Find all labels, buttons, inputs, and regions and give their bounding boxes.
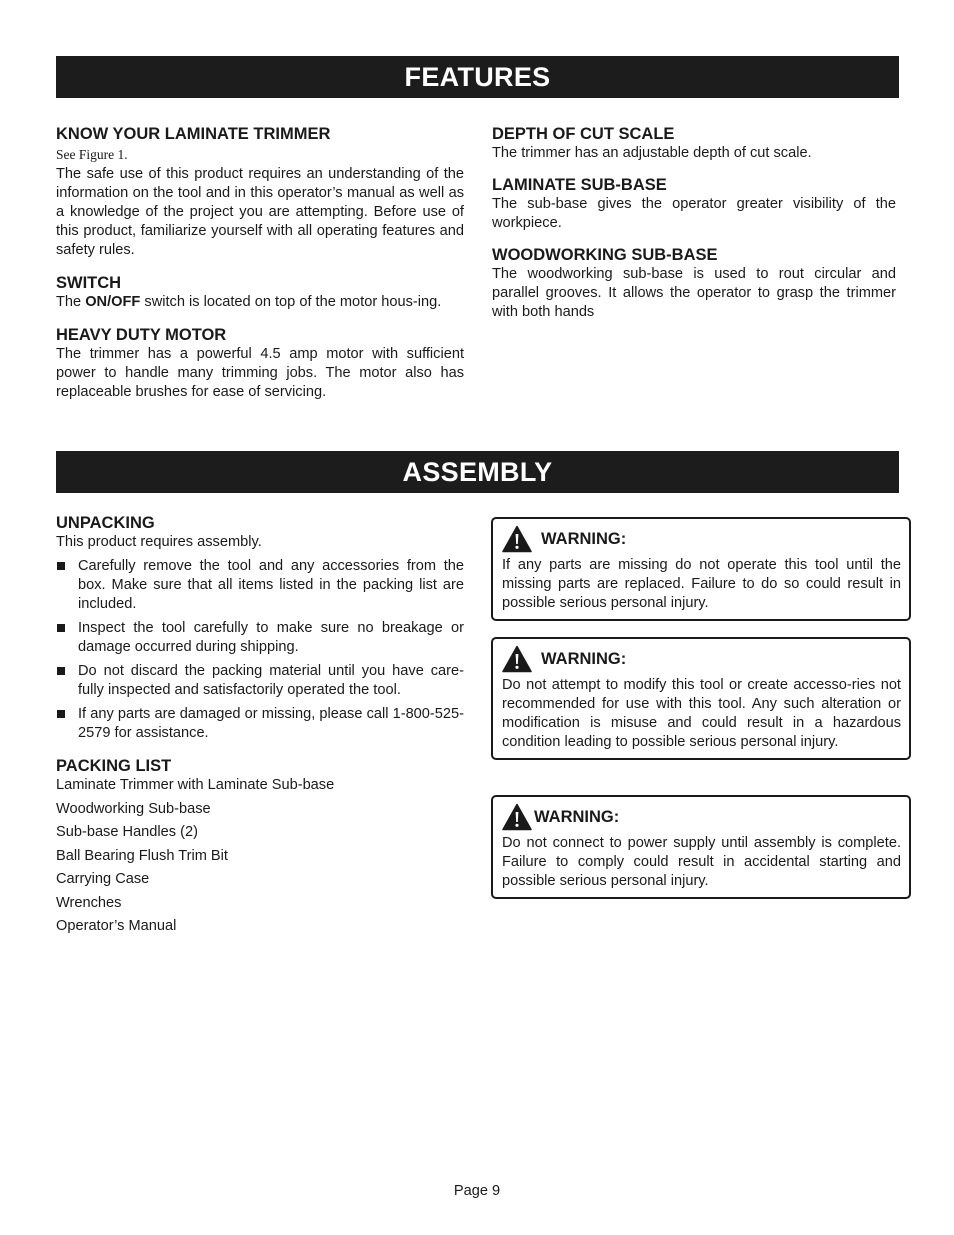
laminate-sub-base-body: The sub-base gives the operator greater visibility of the workpiece. <box>492 196 896 231</box>
page-number: Page 9 <box>453 1183 501 1199</box>
depth-body: The trimmer has an adjustable depth of cut scale. <box>492 145 812 161</box>
motor-body: The trimmer has a powerful 4.5 amp motor with sufficient power to handle many trimming jobs. The motor also has replaceable brushes for ease of servicing. <box>56 346 464 400</box>
bullet-text: If any parts are damaged or missing, please call 1-800-525-2579 for assistance. <box>78 706 464 741</box>
assembly-banner <box>56 451 899 493</box>
warning-header <box>502 525 901 553</box>
warning-title: WARNING: <box>534 807 620 826</box>
square-bullet-icon <box>57 667 65 675</box>
warning-title: WARNING: <box>541 649 627 668</box>
list-item <box>56 705 464 743</box>
warning-body: If any parts are missing do not operate this tool until the missing parts are replaced. Failure to do so could result in possible serious personal injury. <box>502 557 901 611</box>
square-bullet-icon <box>57 710 65 718</box>
features-right-column <box>492 124 896 322</box>
list-item: Operator’s Manual <box>56 918 177 934</box>
features-left-column <box>56 124 464 402</box>
motor-heading: HEAVY DUTY MOTOR <box>56 326 227 344</box>
know-trimmer-body: The safe use of this product requires an understanding of the information on the tool and in this operator’s manual as well as a knowledge of the project you are attempting. Before use of this product, familiarize yourself with all operating features and safety rules. <box>56 166 464 258</box>
warning-triangle-icon <box>502 803 532 831</box>
bullet-text: Inspect the tool carefully to make sure no breakage or damage occurred during shipping. <box>78 620 464 655</box>
warning-title: WARNING: <box>541 529 627 548</box>
list-item: Wrenches <box>56 894 122 911</box>
switch-body-pre: The <box>56 294 86 310</box>
features-banner <box>56 56 899 98</box>
packing-list <box>56 776 464 936</box>
switch-body <box>56 293 464 312</box>
warning-box-missing-parts <box>491 517 911 621</box>
list-item: Sub-base Handles (2) <box>56 824 198 840</box>
laminate-sub-base-heading: LAMINATE SUB-BASE <box>492 176 667 194</box>
list-item: Woodworking Sub-base <box>56 800 211 817</box>
list-item <box>56 557 464 614</box>
woodworking-sub-base-heading: WOODWORKING SUB-BASE <box>492 246 718 264</box>
bullet-text: Do not discard the packing material until you have care-fully inspected and satisfactorily operated the tool. <box>78 663 464 698</box>
assembly-left-column <box>56 513 464 941</box>
switch-body-bold: ON/OFF <box>85 294 141 310</box>
features-title: FEATURES <box>404 61 551 92</box>
list-item: Carrying Case <box>56 871 150 887</box>
warning-body: Do not connect to power supply until assembly is complete. Failure to comply could result in accidental starting and possible serious personal injury. <box>502 835 901 889</box>
see-figure-note: See Figure 1. <box>56 147 128 162</box>
warning-triangle-icon <box>502 525 532 553</box>
list-item <box>56 619 464 657</box>
switch-heading: SWITCH <box>56 274 122 292</box>
square-bullet-icon <box>57 624 65 632</box>
list-item: Ball Bearing Flush Trim Bit <box>56 847 228 864</box>
warning-body: Do not attempt to modify this tool or create accesso-ries not recommended for use with this tool. Any such alteration or modification is misuse and could result in a hazardous condition leading to possible serious personal injury. <box>502 677 901 750</box>
unpacking-list <box>56 557 464 743</box>
list-item <box>56 662 464 700</box>
bullet-text: Carefully remove the tool and any accessories from the box. Make sure that all items listed in the packing list are included. <box>78 558 464 612</box>
know-trimmer-heading: KNOW YOUR LAMINATE TRIMMER <box>56 125 331 143</box>
warning-header <box>502 645 901 673</box>
depth-heading: DEPTH OF CUT SCALE <box>492 125 675 143</box>
square-bullet-icon <box>57 562 65 570</box>
unpacking-intro: This product requires assembly. <box>56 534 262 550</box>
warning-box-power-supply <box>491 795 911 899</box>
assembly-title: ASSEMBLY <box>402 456 553 487</box>
warning-box-modify-tool <box>491 637 911 760</box>
unpacking-heading: UNPACKING <box>56 514 155 532</box>
woodworking-sub-base-body: The woodworking sub-base is used to rout circular and parallel grooves. It allows the operator to grasp the trimmer with both hands <box>492 266 896 320</box>
switch-body-post: switch is located on top of the motor hous-ing. <box>140 294 442 310</box>
packing-list-heading: PACKING LIST <box>56 757 172 775</box>
list-item: Laminate Trimmer with Laminate Sub-base <box>56 777 335 793</box>
warning-triangle-icon <box>502 645 532 673</box>
warning-header <box>502 803 901 831</box>
